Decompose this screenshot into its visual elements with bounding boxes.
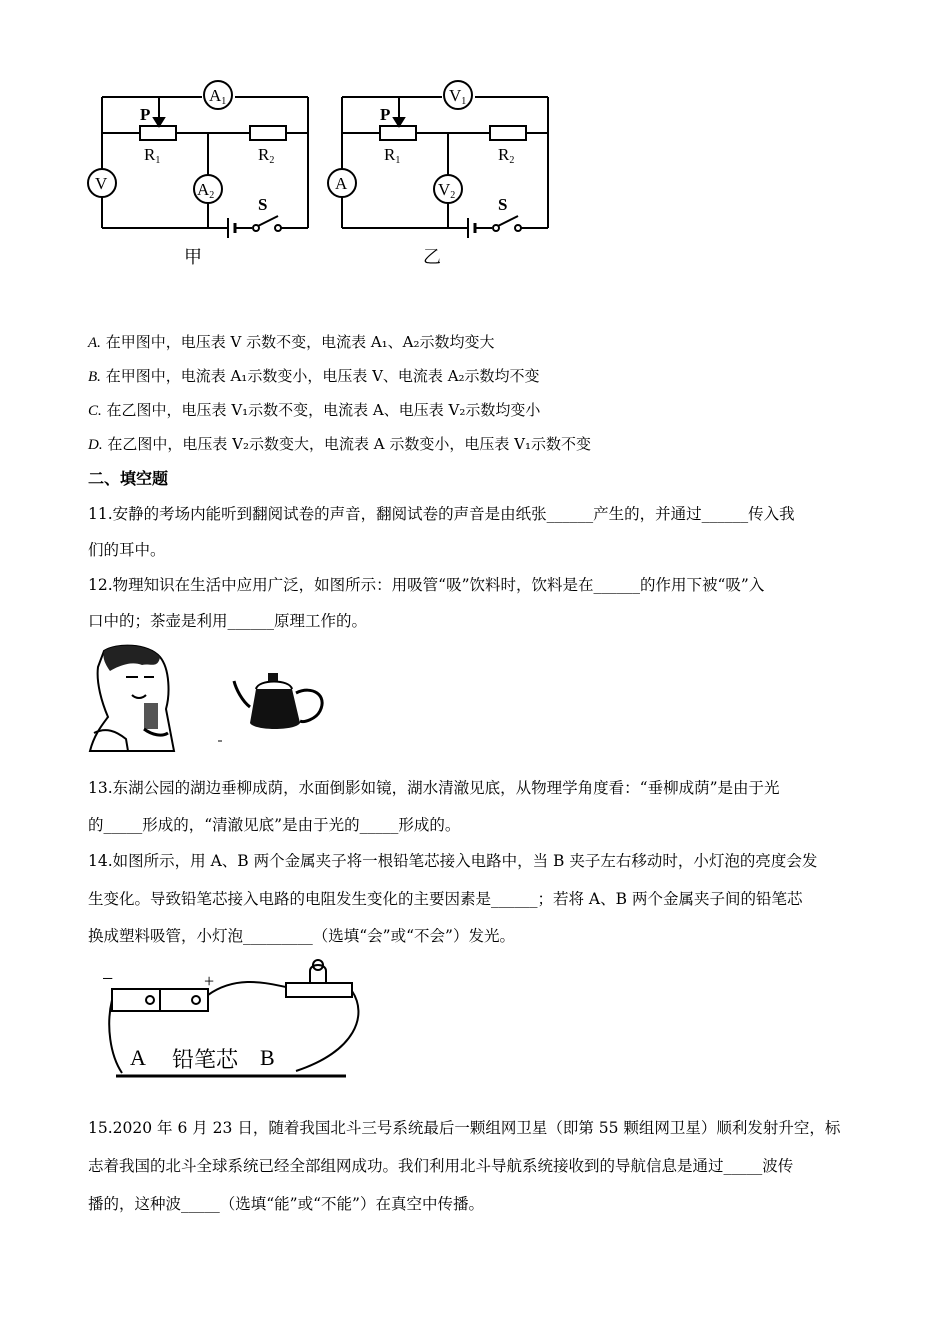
question-13-line-2: 的_____形成的，“清澈见底”是由于光的_____形成的。 — [88, 816, 461, 834]
question-14-line-3: 换成塑料吸管，小灯泡_________（选填“会”或“不会”）发光。 — [88, 927, 515, 945]
label-s: S — [498, 195, 508, 214]
resistor-r2-icon — [490, 126, 526, 140]
question-13-line-1: 13.东湖公园的湖边垂柳成荫，水面倒影如镜，湖水清澈见底，从物理学角度看：“垂柳成荫”是由于光 — [88, 779, 780, 797]
label-r1: R1 — [384, 145, 401, 166]
bulb-icon — [310, 965, 326, 983]
resistor-r1-icon — [380, 126, 416, 140]
question-15-line-2: 志着我国的北斗全球系统已经全部组网成功。我们利用北斗导航系统接收到的导航信息是通过_____波传 — [88, 1157, 794, 1175]
question-14-line-1: 14.如图所示，用 A、B 两个金属夹子将一根铅笔芯接入电路中，当 B 夹子左右移动时，小灯泡的亮度会发 — [88, 852, 818, 870]
question-12-line-1: 12.物理知识在生活中应用广泛，如图所示：用吸管“吸”饮料时，饮料是在______的作用下被“吸”入 — [88, 576, 765, 594]
question-12-line-2: 口中的；茶壶是利用______原理工作的。 — [88, 612, 368, 630]
option-letter: C. — [88, 403, 102, 419]
label-v2: V2 — [438, 180, 456, 201]
wire-right-icon — [296, 991, 358, 1071]
wire-top-icon — [208, 982, 286, 995]
label-a2: A2 — [197, 180, 215, 201]
teapot-icon — [234, 673, 322, 729]
label-p: P — [380, 105, 391, 124]
option-letter: B. — [88, 369, 101, 385]
question-15-line-3: 播的，这种波_____（选填“能”或“不能”）在真空中传播。 — [88, 1195, 484, 1213]
label-r2: R2 — [498, 145, 515, 166]
label-a1: A1 — [209, 86, 227, 107]
plus-label: + — [204, 971, 215, 991]
clip-b-label: B — [260, 1045, 275, 1070]
resistor-r1-icon — [140, 126, 176, 140]
slider-arrow-icon — [154, 118, 164, 126]
pencil-core-label: 铅笔芯 — [172, 1047, 239, 1072]
clip-a-label: A — [130, 1045, 146, 1070]
bulb-holder-icon — [286, 983, 352, 997]
option-text: 在乙图中，电压表 V₂示数变大，电流表 A 示数变小，电压表 V₁示数不变 — [107, 435, 591, 453]
option-d — [88, 433, 591, 454]
circuit-left-labels — [95, 86, 274, 267]
option-text: 在甲图中，电压表 V 示数不变，电流表 A₁、A₂示数均变大 — [105, 333, 495, 351]
question-15-line-1: 15.2020 年 6 月 23 日，随着我国北斗三号系统最后一颗组网卫星（即第 55 颗组网卫星）顺利发射升空，标 — [88, 1119, 841, 1137]
option-b — [88, 365, 540, 386]
circuit-left — [88, 81, 308, 238]
option-letter: D. — [88, 437, 103, 453]
label-r2: R2 — [258, 145, 275, 166]
slider-arrow-icon — [394, 118, 404, 126]
label-v: V — [95, 174, 108, 193]
label-a: A — [335, 174, 348, 193]
straw-teapot-figure — [86, 643, 336, 755]
caption-jia: 甲 — [184, 247, 202, 267]
label-p: P — [140, 105, 151, 124]
question-11-line-1: 11.安静的考场内能听到翻阅试卷的声音，翻阅试卷的声音是由纸张______产生的，并通过______传入我 — [88, 505, 795, 523]
label-r1: R1 — [144, 145, 161, 166]
pencil-core-figure — [96, 955, 366, 1085]
circuit-diagrams — [80, 80, 580, 280]
label-v1: V1 — [449, 86, 467, 107]
option-text: 在乙图中，电压表 V₁示数不变，电流表 A、电压表 V₂示数均变小 — [106, 401, 541, 419]
caption-yi: 乙 — [423, 247, 441, 267]
switch-icon — [258, 216, 278, 226]
switch-icon — [498, 216, 518, 226]
option-letter: A. — [88, 335, 101, 351]
label-s: S — [258, 195, 268, 214]
circuit-right — [328, 81, 548, 267]
option-c — [88, 399, 540, 420]
minus-label: − — [102, 968, 114, 990]
option-text: 在甲图中，电流表 A₁示数变小，电压表 V、电流表 A₂示数均不变 — [105, 367, 540, 385]
section-title: 二、填空题 — [88, 469, 169, 488]
resistor-r2-icon — [250, 126, 286, 140]
question-14-line-2: 生变化。导致铅笔芯接入电路的电阻发生变化的主要因素是______；若将 A、B 两个金属夹子间的铅笔芯 — [88, 890, 803, 908]
question-11-line-2: 们的耳中。 — [88, 541, 166, 559]
boy-drinking-icon — [90, 646, 174, 751]
option-a — [88, 331, 495, 352]
